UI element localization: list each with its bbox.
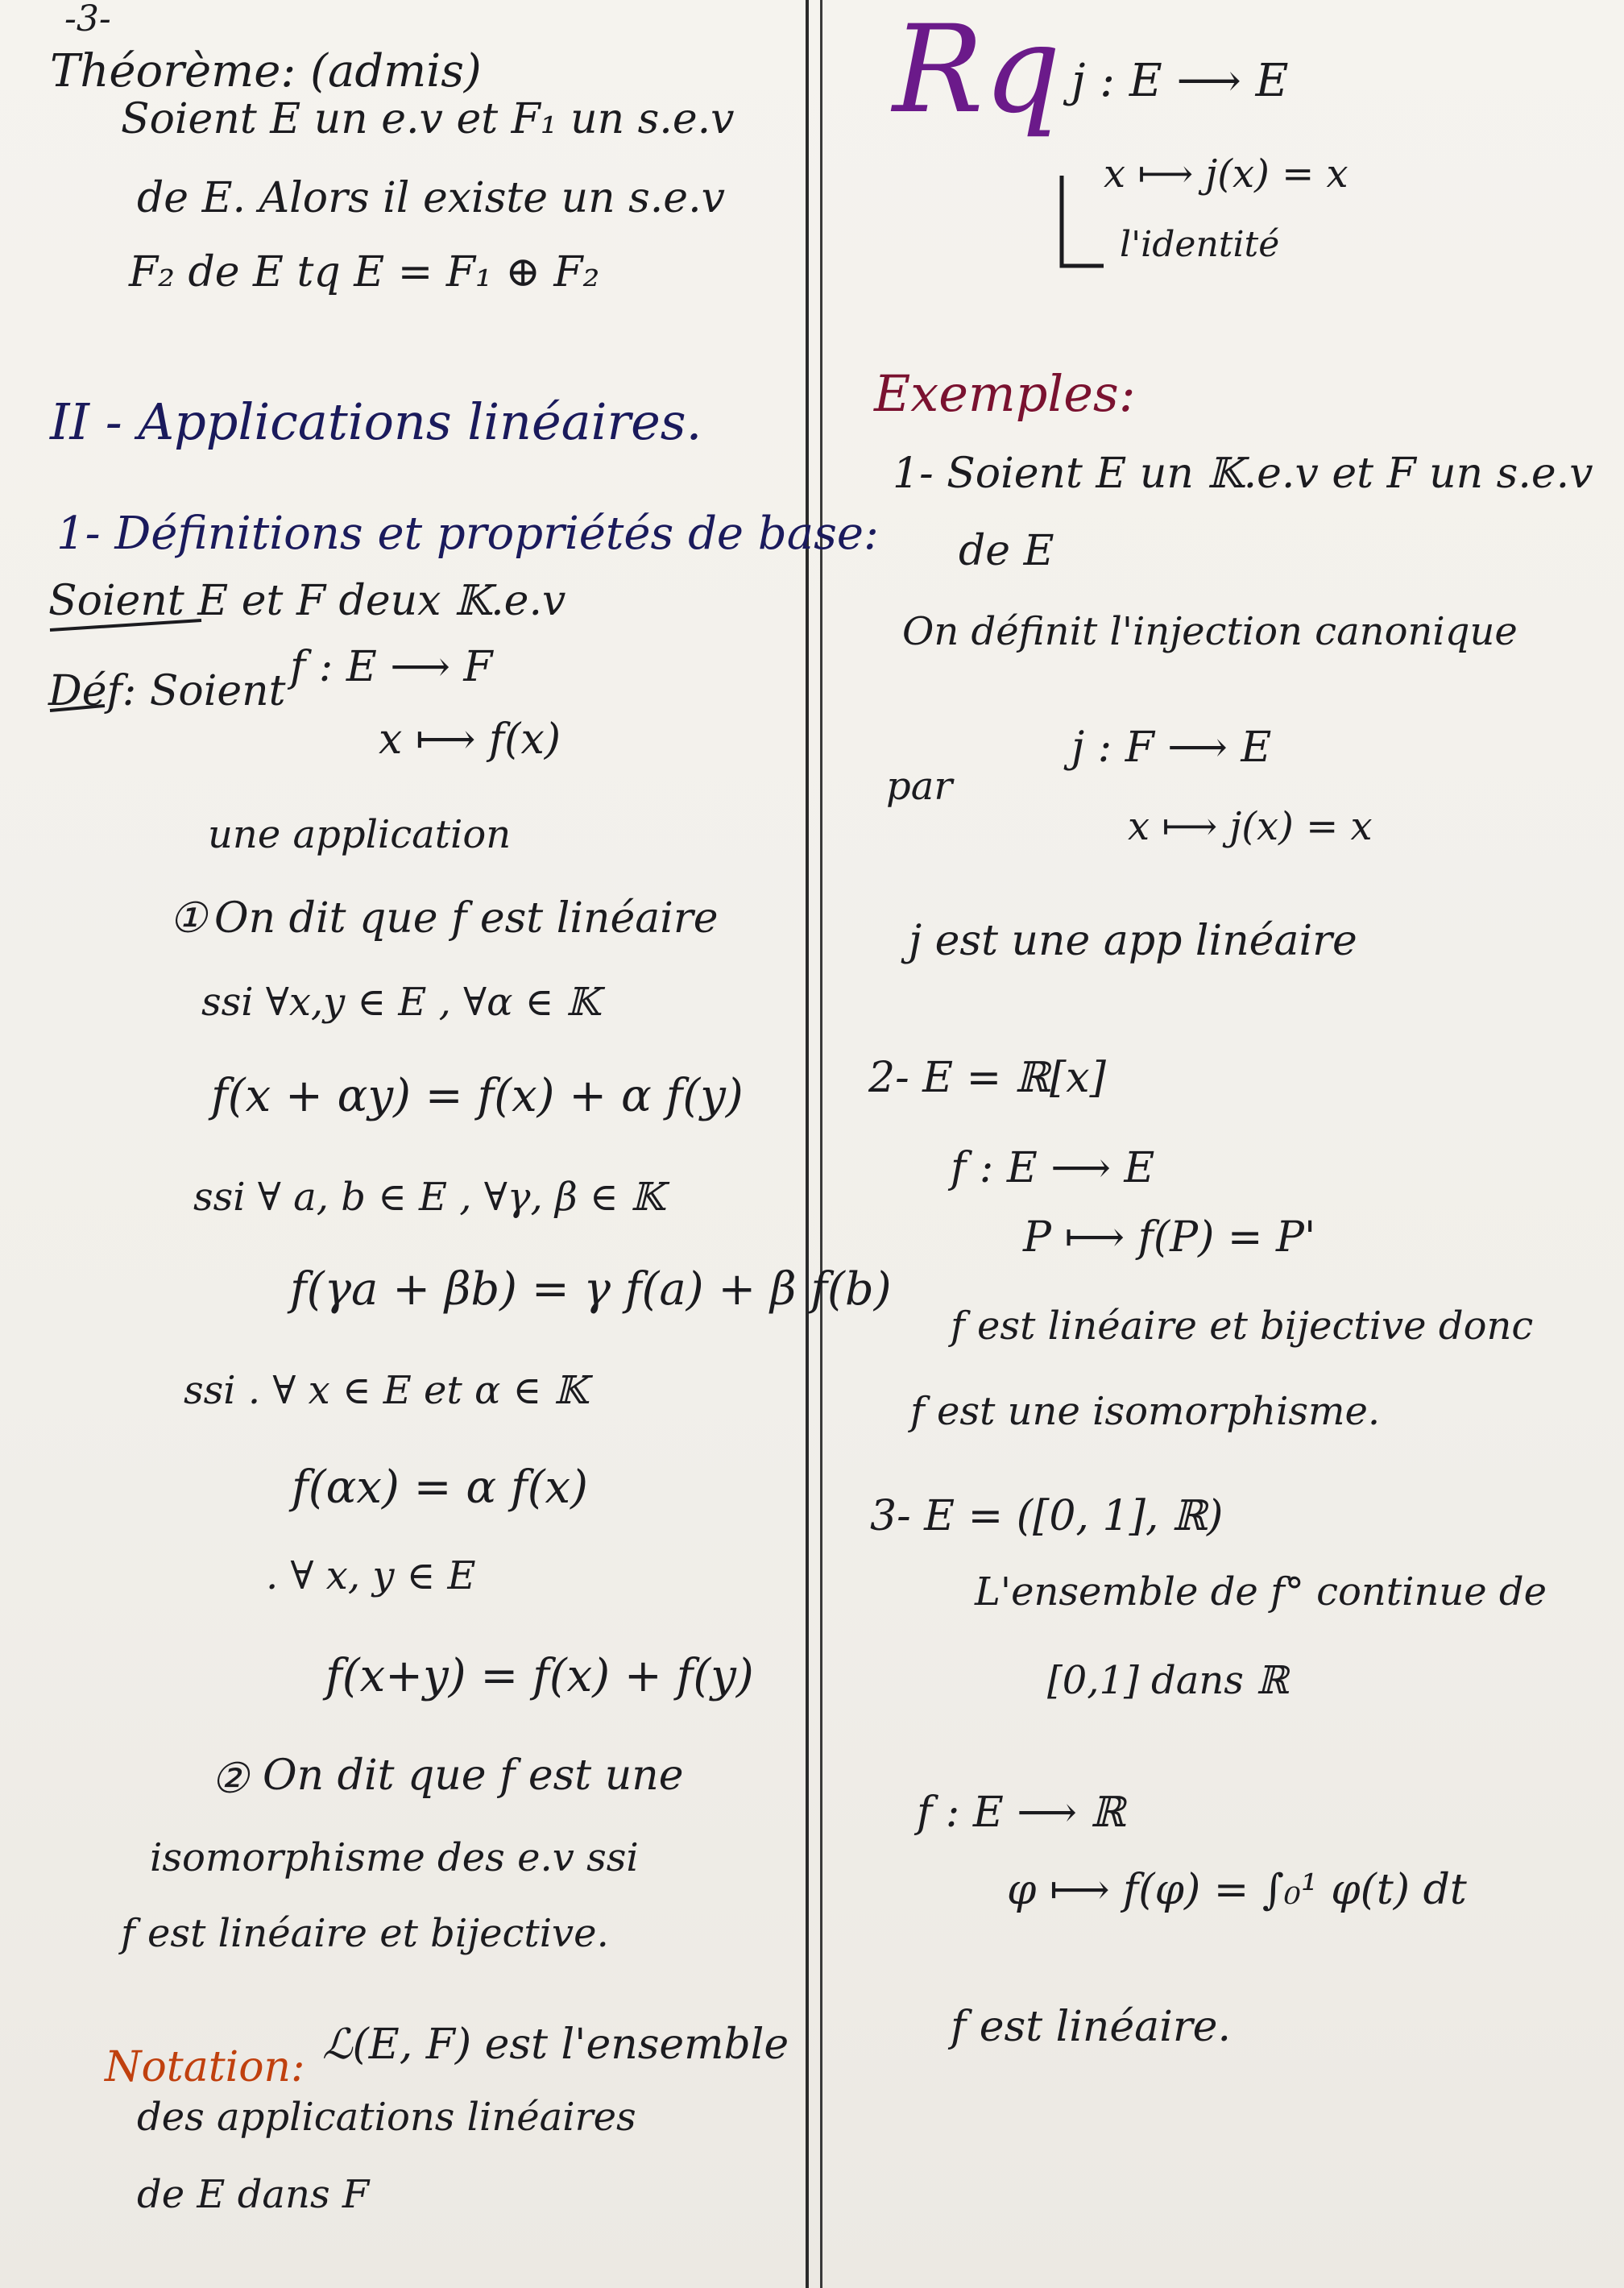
example-text: 2- E = ℝ[x] bbox=[868, 1054, 1106, 1102]
example-text: f est linéaire et bijective donc bbox=[951, 1304, 1534, 1349]
intro-text: Soient E et F deux 𝕂.e.v bbox=[48, 577, 566, 625]
remark-map: j : E ⟶ E bbox=[1071, 55, 1289, 107]
equation: f(αx) = α f(x) bbox=[292, 1461, 588, 1514]
theorem-line: F₂ de E tq E = F₁ ⊕ F₂ bbox=[129, 248, 600, 296]
example-map: P ⟼ f(P) = P' bbox=[1023, 1213, 1316, 1262]
notation-text: des applications linéaires bbox=[137, 2095, 636, 2140]
examples-title: Exemples: bbox=[874, 364, 1136, 423]
condition-text: . ∀ x, y ∈ E bbox=[266, 1553, 476, 1598]
example-text: [0,1] dans ℝ bbox=[1047, 1658, 1289, 1703]
remark-label: Rq bbox=[893, 0, 1061, 140]
point-text: f est linéaire et bijective. bbox=[121, 1911, 609, 1956]
remark-note: l'identité bbox=[1120, 224, 1280, 265]
example-text: f est linéaire. bbox=[951, 2003, 1231, 2051]
example-text: j est une app linéaire bbox=[909, 917, 1357, 965]
example-text: L'ensemble de f° continue de bbox=[975, 1569, 1547, 1614]
notation-text: de E dans F bbox=[137, 2172, 370, 2217]
point-text: On dit que f est une bbox=[263, 1751, 684, 1800]
example-text: 3- E = ([0, 1], ℝ) bbox=[870, 1492, 1224, 1540]
definition-map: f : E ⟶ F bbox=[290, 643, 493, 691]
underline-stroke bbox=[50, 620, 201, 630]
equation: f(x+y) = f(x) + f(y) bbox=[325, 1650, 754, 1702]
example-text: de E bbox=[959, 527, 1054, 575]
point-text: On dit que f est linéaire bbox=[214, 894, 719, 943]
condition-text: ssi . ∀ x ∈ E et α ∈ 𝕂 bbox=[184, 1368, 588, 1413]
bracket-stroke bbox=[1062, 176, 1104, 266]
example-text: On définit l'injection canonique bbox=[902, 609, 1518, 654]
example-text: f est une isomorphisme. bbox=[910, 1389, 1381, 1434]
condition-text: ssi ∀x,y ∈ E , ∀α ∈ 𝕂 bbox=[201, 980, 600, 1025]
theorem-line: Soient E un e.v et F₁ un s.e.v bbox=[121, 95, 735, 143]
example-map: φ ⟼ f(φ) = ∫₀¹ φ(t) dt bbox=[1007, 1866, 1467, 1914]
subsection-title: 1- Définitions et propriétés de base: bbox=[56, 508, 879, 560]
equation: f(γa + βb) = γ f(a) + β f(b) bbox=[290, 1263, 892, 1316]
condition-text: ssi ∀ a, b ∈ E , ∀γ, β ∈ 𝕂 bbox=[193, 1175, 665, 1220]
definition-label: Déf: Soient bbox=[48, 667, 286, 715]
remark-map: x ⟼ j(x) = x bbox=[1104, 151, 1348, 197]
underline-stroke bbox=[50, 706, 105, 711]
definition-map: x ⟼ f(x) bbox=[379, 715, 561, 764]
equation: f(x + αy) = f(x) + α f(y) bbox=[211, 1070, 744, 1122]
theorem-line: de E. Alors il existe un s.e.v bbox=[137, 174, 725, 222]
notation-text: ℒ(E, F) est l'ensemble bbox=[322, 2021, 789, 2069]
example-text: par bbox=[886, 764, 953, 809]
theorem-title: Théorème: (admis) bbox=[50, 45, 482, 97]
point-label: ② bbox=[211, 1755, 249, 1803]
example-map: f : E ⟶ E bbox=[951, 1144, 1155, 1192]
example-text: 1- Soient E un 𝕂.e.v et F un s.e.v bbox=[893, 450, 1593, 498]
notation-label: Notation: bbox=[105, 2043, 305, 2091]
example-map: x ⟼ j(x) = x bbox=[1128, 804, 1373, 849]
definition-text: une application bbox=[208, 812, 512, 857]
point-label: ① bbox=[169, 894, 207, 943]
example-map: f : E ⟶ ℝ bbox=[917, 1789, 1125, 1837]
page-number: -3- bbox=[64, 0, 111, 39]
point-text: isomorphisme des e.v ssi bbox=[150, 1835, 639, 1880]
example-map: j : F ⟶ E bbox=[1071, 723, 1272, 772]
section-title: II - Applications linéaires. bbox=[50, 392, 702, 451]
